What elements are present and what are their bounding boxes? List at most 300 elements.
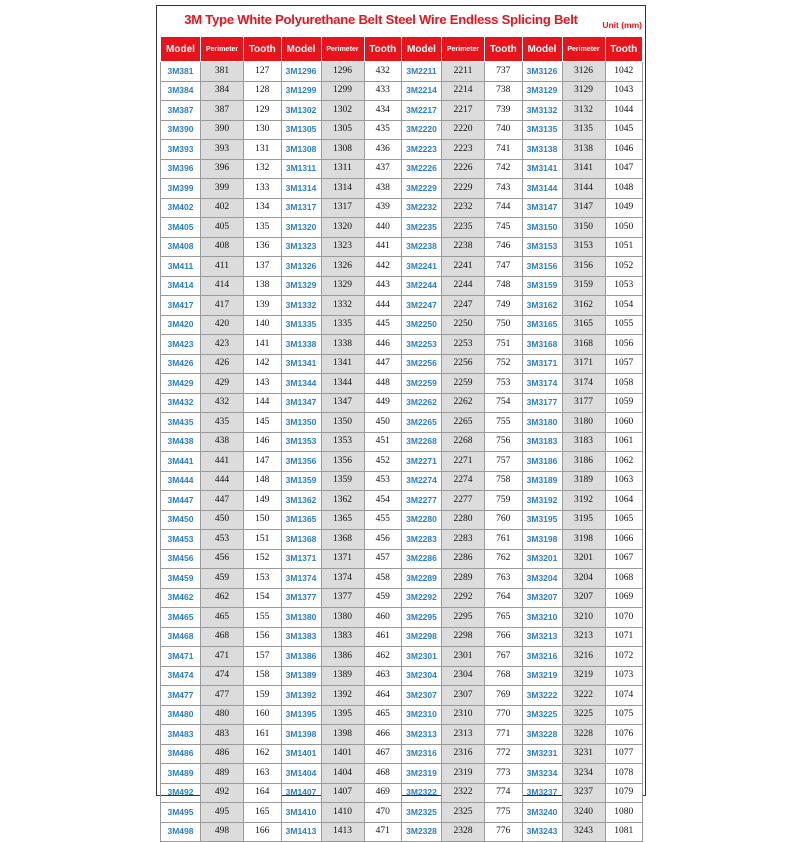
tooth-cell: 1069 xyxy=(605,588,643,608)
table-row xyxy=(161,452,643,472)
tooth-cell: 151 xyxy=(244,530,282,550)
model-cell: 3M474 xyxy=(161,666,201,686)
tooth-cell: 764 xyxy=(485,588,523,608)
perimeter-cell: 2211 xyxy=(442,62,485,82)
perimeter-cell: 483 xyxy=(201,725,244,745)
perimeter-cell: 2289 xyxy=(442,569,485,589)
perimeter-cell: 2250 xyxy=(442,315,485,335)
tooth-cell: 743 xyxy=(485,179,523,199)
model-cell: 3M3228 xyxy=(522,725,562,745)
tooth-cell: 439 xyxy=(364,198,402,218)
model-cell: 3M2292 xyxy=(402,588,442,608)
tooth-header: Tooth xyxy=(244,37,282,62)
tooth-cell: 1053 xyxy=(605,276,643,296)
tooth-header: Tooth xyxy=(364,37,402,62)
model-cell: 3M2307 xyxy=(402,686,442,706)
perimeter-cell: 1341 xyxy=(321,354,364,374)
tooth-cell: 462 xyxy=(364,647,402,667)
model-cell: 3M1356 xyxy=(281,452,321,472)
perimeter-cell: 1413 xyxy=(321,822,364,842)
perimeter-cell: 2319 xyxy=(442,764,485,784)
perimeter-cell: 1395 xyxy=(321,705,364,725)
perimeter-cell: 3174 xyxy=(562,374,605,394)
perimeter-cell: 3222 xyxy=(562,686,605,706)
perimeter-cell: 453 xyxy=(201,530,244,550)
tooth-cell: 441 xyxy=(364,237,402,257)
perimeter-cell: 1407 xyxy=(321,783,364,803)
model-cell: 3M1374 xyxy=(281,569,321,589)
perimeter-cell: 2223 xyxy=(442,140,485,160)
model-cell: 3M2268 xyxy=(402,432,442,452)
model-cell: 3M1365 xyxy=(281,510,321,530)
tooth-cell: 146 xyxy=(244,432,282,452)
tooth-cell: 163 xyxy=(244,764,282,784)
model-cell: 3M2238 xyxy=(402,237,442,257)
model-cell: 3M1347 xyxy=(281,393,321,413)
perimeter-header: Perimeter xyxy=(442,37,485,62)
tooth-cell: 461 xyxy=(364,627,402,647)
perimeter-header: Perimeter xyxy=(201,37,244,62)
model-cell: 3M1341 xyxy=(281,354,321,374)
model-cell: 3M1326 xyxy=(281,257,321,277)
perimeter-cell: 450 xyxy=(201,510,244,530)
tooth-cell: 131 xyxy=(244,140,282,160)
model-cell: 3M432 xyxy=(161,393,201,413)
model-cell: 3M2229 xyxy=(402,179,442,199)
tooth-cell: 455 xyxy=(364,510,402,530)
perimeter-cell: 1296 xyxy=(321,62,364,82)
perimeter-cell: 2310 xyxy=(442,705,485,725)
model-cell: 3M3189 xyxy=(522,471,562,491)
perimeter-cell: 2307 xyxy=(442,686,485,706)
model-cell: 3M2235 xyxy=(402,218,442,238)
model-cell: 3M489 xyxy=(161,764,201,784)
tooth-cell: 159 xyxy=(244,686,282,706)
model-cell: 3M2319 xyxy=(402,764,442,784)
tooth-cell: 459 xyxy=(364,588,402,608)
model-cell: 3M2304 xyxy=(402,666,442,686)
model-cell: 3M456 xyxy=(161,549,201,569)
perimeter-cell: 1353 xyxy=(321,432,364,452)
model-cell: 3M1386 xyxy=(281,647,321,667)
model-cell: 3M387 xyxy=(161,101,201,121)
tooth-cell: 740 xyxy=(485,120,523,140)
model-cell: 3M465 xyxy=(161,608,201,628)
model-cell: 3M3174 xyxy=(522,374,562,394)
tooth-cell: 162 xyxy=(244,744,282,764)
perimeter-cell: 438 xyxy=(201,432,244,452)
table-row xyxy=(161,705,643,725)
perimeter-cell: 408 xyxy=(201,237,244,257)
perimeter-cell: 1383 xyxy=(321,627,364,647)
perimeter-cell: 402 xyxy=(201,198,244,218)
perimeter-cell: 1398 xyxy=(321,725,364,745)
tooth-cell: 1063 xyxy=(605,471,643,491)
perimeter-cell: 1299 xyxy=(321,81,364,101)
perimeter-cell: 2328 xyxy=(442,822,485,842)
tooth-cell: 161 xyxy=(244,725,282,745)
perimeter-cell: 393 xyxy=(201,140,244,160)
perimeter-cell: 2253 xyxy=(442,335,485,355)
perimeter-cell: 3129 xyxy=(562,81,605,101)
perimeter-cell: 495 xyxy=(201,803,244,823)
perimeter-cell: 1326 xyxy=(321,257,364,277)
model-cell: 3M1377 xyxy=(281,588,321,608)
perimeter-cell: 2256 xyxy=(442,354,485,374)
model-cell: 3M1410 xyxy=(281,803,321,823)
tooth-cell: 1065 xyxy=(605,510,643,530)
model-cell: 3M3135 xyxy=(522,120,562,140)
model-cell: 3M3222 xyxy=(522,686,562,706)
table-row xyxy=(161,81,643,101)
table-row xyxy=(161,647,643,667)
tooth-cell: 763 xyxy=(485,569,523,589)
tooth-cell: 468 xyxy=(364,764,402,784)
perimeter-cell: 423 xyxy=(201,335,244,355)
perimeter-cell: 3228 xyxy=(562,725,605,745)
tooth-cell: 448 xyxy=(364,374,402,394)
tooth-cell: 1066 xyxy=(605,530,643,550)
tooth-cell: 434 xyxy=(364,101,402,121)
model-cell: 3M2220 xyxy=(402,120,442,140)
perimeter-cell: 2241 xyxy=(442,257,485,277)
perimeter-cell: 1335 xyxy=(321,315,364,335)
tooth-cell: 752 xyxy=(485,354,523,374)
perimeter-cell: 3237 xyxy=(562,783,605,803)
tooth-cell: 767 xyxy=(485,647,523,667)
model-cell: 3M1404 xyxy=(281,764,321,784)
tooth-cell: 1081 xyxy=(605,822,643,842)
perimeter-cell: 3156 xyxy=(562,257,605,277)
perimeter-cell: 3141 xyxy=(562,159,605,179)
tooth-cell: 1068 xyxy=(605,569,643,589)
perimeter-cell: 2280 xyxy=(442,510,485,530)
model-cell: 3M3192 xyxy=(522,491,562,511)
model-cell: 3M2211 xyxy=(402,62,442,82)
perimeter-cell: 1314 xyxy=(321,179,364,199)
perimeter-cell: 426 xyxy=(201,354,244,374)
perimeter-cell: 2274 xyxy=(442,471,485,491)
model-cell: 3M2256 xyxy=(402,354,442,374)
model-cell: 3M1368 xyxy=(281,530,321,550)
tooth-cell: 141 xyxy=(244,335,282,355)
model-cell: 3M435 xyxy=(161,413,201,433)
tooth-cell: 1067 xyxy=(605,549,643,569)
perimeter-cell: 414 xyxy=(201,276,244,296)
tooth-cell: 1061 xyxy=(605,432,643,452)
perimeter-cell: 1302 xyxy=(321,101,364,121)
model-cell: 3M3210 xyxy=(522,608,562,628)
model-cell: 3M420 xyxy=(161,315,201,335)
tooth-cell: 166 xyxy=(244,822,282,842)
tooth-cell: 444 xyxy=(364,296,402,316)
tooth-cell: 134 xyxy=(244,198,282,218)
tooth-cell: 744 xyxy=(485,198,523,218)
tooth-cell: 437 xyxy=(364,159,402,179)
model-cell: 3M2223 xyxy=(402,140,442,160)
model-cell: 3M2298 xyxy=(402,627,442,647)
tooth-cell: 1044 xyxy=(605,101,643,121)
perimeter-cell: 456 xyxy=(201,549,244,569)
table-row xyxy=(161,588,643,608)
tooth-cell: 165 xyxy=(244,803,282,823)
model-cell: 3M1308 xyxy=(281,140,321,160)
tooth-cell: 771 xyxy=(485,725,523,745)
table-row xyxy=(161,530,643,550)
perimeter-cell: 1347 xyxy=(321,393,364,413)
perimeter-cell: 468 xyxy=(201,627,244,647)
tooth-cell: 443 xyxy=(364,276,402,296)
perimeter-cell: 1380 xyxy=(321,608,364,628)
table-row xyxy=(161,608,643,628)
perimeter-cell: 1401 xyxy=(321,744,364,764)
tooth-cell: 772 xyxy=(485,744,523,764)
perimeter-cell: 3213 xyxy=(562,627,605,647)
model-cell: 3M1401 xyxy=(281,744,321,764)
perimeter-cell: 2214 xyxy=(442,81,485,101)
perimeter-cell: 3153 xyxy=(562,237,605,257)
perimeter-cell: 3138 xyxy=(562,140,605,160)
model-cell: 3M2310 xyxy=(402,705,442,725)
model-cell: 3M3162 xyxy=(522,296,562,316)
tooth-cell: 1054 xyxy=(605,296,643,316)
tooth-cell: 471 xyxy=(364,822,402,842)
model-header: Model xyxy=(522,37,562,62)
tooth-cell: 456 xyxy=(364,530,402,550)
tooth-cell: 470 xyxy=(364,803,402,823)
tooth-cell: 137 xyxy=(244,257,282,277)
belt-table xyxy=(160,36,643,842)
model-cell: 3M3207 xyxy=(522,588,562,608)
perimeter-cell: 3198 xyxy=(562,530,605,550)
model-cell: 3M450 xyxy=(161,510,201,530)
model-cell: 3M1380 xyxy=(281,608,321,628)
tooth-cell: 152 xyxy=(244,549,282,569)
perimeter-cell: 444 xyxy=(201,471,244,491)
tooth-cell: 1043 xyxy=(605,81,643,101)
model-cell: 3M2277 xyxy=(402,491,442,511)
model-cell: 3M2280 xyxy=(402,510,442,530)
model-cell: 3M3159 xyxy=(522,276,562,296)
perimeter-cell: 3168 xyxy=(562,335,605,355)
model-cell: 3M1353 xyxy=(281,432,321,452)
model-cell: 3M1371 xyxy=(281,549,321,569)
perimeter-cell: 3144 xyxy=(562,179,605,199)
perimeter-cell: 3231 xyxy=(562,744,605,764)
model-cell: 3M3168 xyxy=(522,335,562,355)
table-row xyxy=(161,471,643,491)
model-cell: 3M3144 xyxy=(522,179,562,199)
model-cell: 3M3153 xyxy=(522,237,562,257)
table-row xyxy=(161,549,643,569)
model-cell: 3M405 xyxy=(161,218,201,238)
tooth-cell: 768 xyxy=(485,666,523,686)
tooth-cell: 1045 xyxy=(605,120,643,140)
model-cell: 3M3156 xyxy=(522,257,562,277)
perimeter-cell: 2286 xyxy=(442,549,485,569)
perimeter-cell: 1359 xyxy=(321,471,364,491)
model-cell: 3M459 xyxy=(161,569,201,589)
tooth-cell: 144 xyxy=(244,393,282,413)
perimeter-cell: 1377 xyxy=(321,588,364,608)
perimeter-cell: 1386 xyxy=(321,647,364,667)
tooth-cell: 741 xyxy=(485,140,523,160)
model-cell: 3M1398 xyxy=(281,725,321,745)
table-row xyxy=(161,822,643,842)
tooth-cell: 458 xyxy=(364,569,402,589)
perimeter-cell: 2235 xyxy=(442,218,485,238)
model-cell: 3M2316 xyxy=(402,744,442,764)
model-cell: 3M1335 xyxy=(281,315,321,335)
tooth-cell: 1075 xyxy=(605,705,643,725)
tooth-cell: 759 xyxy=(485,491,523,511)
model-cell: 3M3216 xyxy=(522,647,562,667)
tooth-cell: 766 xyxy=(485,627,523,647)
tooth-cell: 775 xyxy=(485,803,523,823)
tooth-cell: 450 xyxy=(364,413,402,433)
perimeter-cell: 2283 xyxy=(442,530,485,550)
model-cell: 3M1407 xyxy=(281,783,321,803)
perimeter-cell: 3195 xyxy=(562,510,605,530)
perimeter-cell: 1329 xyxy=(321,276,364,296)
model-cell: 3M453 xyxy=(161,530,201,550)
perimeter-cell: 3159 xyxy=(562,276,605,296)
tooth-cell: 1055 xyxy=(605,315,643,335)
perimeter-cell: 2322 xyxy=(442,783,485,803)
model-cell: 3M3204 xyxy=(522,569,562,589)
table-row xyxy=(161,491,643,511)
perimeter-cell: 1332 xyxy=(321,296,364,316)
table-row xyxy=(161,413,643,433)
perimeter-cell: 3180 xyxy=(562,413,605,433)
model-cell: 3M486 xyxy=(161,744,201,764)
model-cell: 3M1329 xyxy=(281,276,321,296)
tooth-cell: 157 xyxy=(244,647,282,667)
tooth-cell: 1049 xyxy=(605,198,643,218)
perimeter-cell: 3243 xyxy=(562,822,605,842)
model-cell: 3M2250 xyxy=(402,315,442,335)
model-cell: 3M2271 xyxy=(402,452,442,472)
model-cell: 3M2247 xyxy=(402,296,442,316)
table-row xyxy=(161,62,643,82)
perimeter-cell: 384 xyxy=(201,81,244,101)
perimeter-cell: 3201 xyxy=(562,549,605,569)
perimeter-cell: 1356 xyxy=(321,452,364,472)
table-row xyxy=(161,764,643,784)
perimeter-cell: 1338 xyxy=(321,335,364,355)
model-cell: 3M3243 xyxy=(522,822,562,842)
table-row xyxy=(161,510,643,530)
tooth-cell: 774 xyxy=(485,783,523,803)
perimeter-cell: 2292 xyxy=(442,588,485,608)
perimeter-cell: 2271 xyxy=(442,452,485,472)
tooth-cell: 776 xyxy=(485,822,523,842)
model-cell: 3M3129 xyxy=(522,81,562,101)
table-row xyxy=(161,354,643,374)
perimeter-cell: 489 xyxy=(201,764,244,784)
tooth-cell: 140 xyxy=(244,315,282,335)
table-row xyxy=(161,315,643,335)
perimeter-cell: 1362 xyxy=(321,491,364,511)
perimeter-cell: 2259 xyxy=(442,374,485,394)
model-cell: 3M444 xyxy=(161,471,201,491)
perimeter-cell: 2325 xyxy=(442,803,485,823)
perimeter-cell: 474 xyxy=(201,666,244,686)
tooth-cell: 164 xyxy=(244,783,282,803)
model-cell: 3M1296 xyxy=(281,62,321,82)
model-cell: 3M3195 xyxy=(522,510,562,530)
tooth-cell: 447 xyxy=(364,354,402,374)
table-row xyxy=(161,569,643,589)
perimeter-cell: 3150 xyxy=(562,218,605,238)
tooth-cell: 1046 xyxy=(605,140,643,160)
tooth-cell: 757 xyxy=(485,452,523,472)
tooth-cell: 756 xyxy=(485,432,523,452)
model-cell: 3M3180 xyxy=(522,413,562,433)
tooth-cell: 1056 xyxy=(605,335,643,355)
model-cell: 3M3237 xyxy=(522,783,562,803)
perimeter-cell: 3219 xyxy=(562,666,605,686)
tooth-cell: 1057 xyxy=(605,354,643,374)
perimeter-cell: 3165 xyxy=(562,315,605,335)
perimeter-cell: 1320 xyxy=(321,218,364,238)
model-cell: 3M1305 xyxy=(281,120,321,140)
perimeter-cell: 432 xyxy=(201,393,244,413)
tooth-cell: 432 xyxy=(364,62,402,82)
tooth-cell: 749 xyxy=(485,296,523,316)
model-cell: 3M1323 xyxy=(281,237,321,257)
perimeter-cell: 2232 xyxy=(442,198,485,218)
perimeter-cell: 2262 xyxy=(442,393,485,413)
perimeter-cell: 2316 xyxy=(442,744,485,764)
model-cell: 3M3213 xyxy=(522,627,562,647)
table-row xyxy=(161,218,643,238)
tooth-cell: 453 xyxy=(364,471,402,491)
model-cell: 3M2313 xyxy=(402,725,442,745)
model-cell: 3M3141 xyxy=(522,159,562,179)
table-row xyxy=(161,803,643,823)
model-cell: 3M492 xyxy=(161,783,201,803)
table-row xyxy=(161,374,643,394)
table-row xyxy=(161,140,643,160)
perimeter-cell: 1350 xyxy=(321,413,364,433)
model-cell: 3M3177 xyxy=(522,393,562,413)
tooth-cell: 147 xyxy=(244,452,282,472)
table-row xyxy=(161,666,643,686)
tooth-cell: 1052 xyxy=(605,257,643,277)
perimeter-cell: 3171 xyxy=(562,354,605,374)
perimeter-cell: 3225 xyxy=(562,705,605,725)
perimeter-cell: 3240 xyxy=(562,803,605,823)
perimeter-cell: 492 xyxy=(201,783,244,803)
perimeter-cell: 2238 xyxy=(442,237,485,257)
perimeter-cell: 2295 xyxy=(442,608,485,628)
table-row xyxy=(161,432,643,452)
perimeter-cell: 471 xyxy=(201,647,244,667)
tooth-cell: 451 xyxy=(364,432,402,452)
model-cell: 3M1302 xyxy=(281,101,321,121)
tooth-cell: 1048 xyxy=(605,179,643,199)
model-cell: 3M2226 xyxy=(402,159,442,179)
model-cell: 3M471 xyxy=(161,647,201,667)
tooth-cell: 160 xyxy=(244,705,282,725)
tooth-cell: 1062 xyxy=(605,452,643,472)
model-cell: 3M2322 xyxy=(402,783,442,803)
perimeter-cell: 498 xyxy=(201,822,244,842)
perimeter-header: Perimeter xyxy=(562,37,605,62)
tooth-cell: 469 xyxy=(364,783,402,803)
tooth-cell: 135 xyxy=(244,218,282,238)
